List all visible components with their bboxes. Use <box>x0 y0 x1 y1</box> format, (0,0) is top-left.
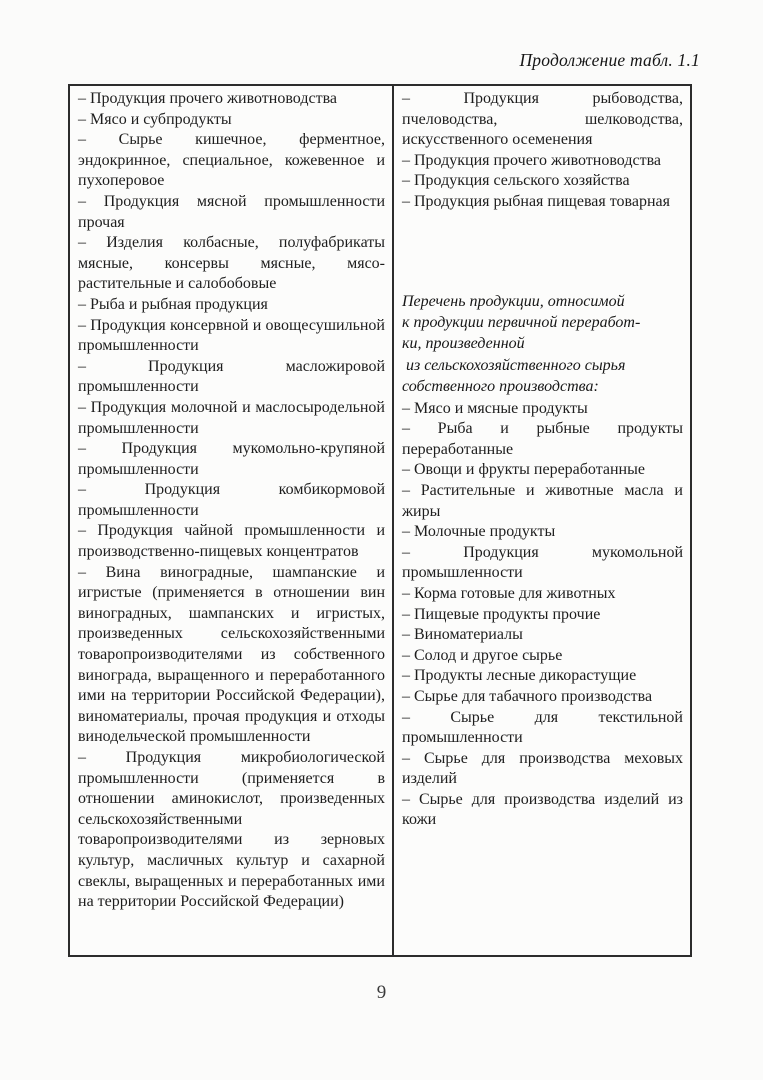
left-column-cell <box>70 86 392 955</box>
list-item: – Растительные и животные масла и жиры <box>402 481 683 520</box>
section-heading-line: Перечень продукции, относимой <box>402 292 625 310</box>
list-item: – Сырье кишечное, ферментное, эндокринное, специальное, кожевенное и пухоперовое <box>78 131 385 190</box>
list-item: – Продукция сельского хозяйства <box>402 172 630 190</box>
list-item: – Продукция прочего животноводства <box>78 90 338 107</box>
list-item: – Сырье для производства изделий из кожи <box>402 790 683 829</box>
section-heading-line: собственного производства: <box>402 378 599 396</box>
list-item: – Пищевые продукты прочие <box>402 605 601 623</box>
list-item: – Продукция масложировой промышленности <box>78 357 385 396</box>
list-item: – Овощи и фрукты переработанные <box>402 461 645 479</box>
list-item: – Солод и другое сырье <box>402 646 563 664</box>
list-item: – Корма готовые для животных <box>402 584 616 602</box>
list-item: – Продукция комбикормовой промышленности <box>78 481 385 519</box>
list-item: – Молочные продукты <box>402 523 556 541</box>
list-item: – Виноматериалы <box>402 626 523 644</box>
section-heading-line: к продукции первичной переработ- <box>402 313 641 331</box>
list-item: – Продукция прочего животноводства <box>402 151 662 169</box>
list-item: – Мясо и субпродукты <box>78 110 232 128</box>
list-item: – Продукция мукомольной промышленности <box>402 543 683 582</box>
list-item: – Сырье для производства меховых изделий <box>402 749 683 788</box>
list-item: – Продукция микробиологической промышленности (применяется в отношении аминокислот, произведенных сельскохозяйственными товаропроизводителями из зерновых культур, масличных культур и сахарной свеклы, выращенных и переработанных ими на территории Российской Федерации) <box>78 749 385 911</box>
list-item: – Продукция консервной и овощесушильной промышленности <box>78 316 385 355</box>
list-item: – Продукция мясной промышленности прочая <box>78 192 385 231</box>
list-item: – Продукция молочной и маслосыродельной промышленности <box>78 398 385 437</box>
list-item: – Сырье для текстильной промышленности <box>402 708 683 747</box>
products-table <box>68 84 692 957</box>
list-item: – Продукция мукомольно-крупяной промышленности <box>78 440 385 478</box>
right-top-list <box>402 89 683 213</box>
list-item: – Продукция рыбная пищевая товарная <box>402 192 671 210</box>
list-item: – Продукция чайной промышленности и производственно-пищевых концентратов <box>78 522 385 561</box>
list-item: – Рыба и рыбная продукция <box>78 295 268 313</box>
table-continuation-label: Продолжение табл. 1.1 <box>519 50 700 70</box>
page-number: 9 <box>376 982 387 1003</box>
right-bottom-list <box>402 399 683 831</box>
list-item: – Сырье для табачного производства <box>402 687 653 705</box>
list-item: – Продукты лесные дикорастущие <box>402 667 637 685</box>
section-heading-line: из сельскохозяйственного сырья <box>402 356 626 374</box>
list-item: – Рыба и рыбные продукты переработанные <box>402 420 683 458</box>
list-item: – Вина виноградные, шампанские и игристые (применяется в отношении вин виноградных, шампанских и игристых, произведенных сельскохозяйственными товаропроизводителями из собственного винограда, выращенного и переработанного ими на территории Российской Федерации), виноматериалы, прочая продукция и отходы винодельческой промышленности <box>78 563 385 746</box>
list-item: – Мясо и мясные продукты <box>402 399 588 417</box>
section-heading <box>402 291 683 398</box>
list-item: – Продукция рыбоводства, пчеловодства, шелководства, искусственного осеменения <box>402 90 683 149</box>
right-column-cell <box>392 86 690 955</box>
list-item: – Изделия колбасные, полуфабрикаты мясные, консервы мясные, мясо-растительные и салобобовые <box>78 234 385 293</box>
section-heading-line: ки, произведенной <box>402 335 525 353</box>
